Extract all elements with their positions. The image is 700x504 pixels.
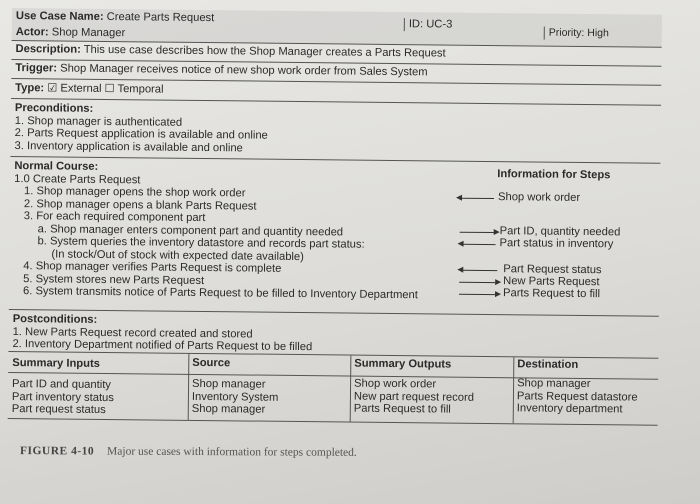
info-item: Parts Request to fill	[502, 287, 601, 301]
info-item: Part Request status	[503, 263, 602, 277]
normal-course-steps	[13, 160, 454, 302]
summary-outputs-header: Summary Outputs	[354, 357, 452, 371]
info-item: Part status in inventory	[499, 237, 614, 251]
source-item: Shop manager	[191, 402, 266, 416]
preconditions-band	[10, 98, 661, 163]
step: 1. Shop manager opens the shop work order	[24, 185, 246, 200]
source-item: Shop manager	[192, 377, 266, 391]
arrow-right-line	[459, 282, 495, 283]
trigger-value: Shop Manager receives notice of new shop work order from Sales System	[60, 62, 428, 79]
step: b. System queries the inventory datastore and records part status:	[37, 235, 365, 251]
description-label: Description:	[15, 43, 81, 56]
sources-list	[192, 378, 279, 416]
precondition-item: 2. Parts Request application is available and online	[14, 127, 268, 142]
summary-input: Part request status	[11, 403, 106, 417]
step: 4. Shop manager verifies Parts Request is complete	[23, 260, 282, 275]
preconditions-label: Preconditions:	[14, 102, 94, 115]
precondition-item: 1. Shop manager is authenticated	[14, 114, 183, 129]
temporal-checkbox: ☐	[104, 82, 115, 96]
summary-output: Parts Request to fill	[353, 402, 451, 416]
normal-course-title: 1.0 Create Parts Request	[14, 172, 141, 186]
summary-table	[8, 351, 659, 426]
step: 6. System transmits notice of Parts Request to be filled to Inventory Department	[22, 285, 418, 302]
figure-caption-text: Major use cases with information for steps completed.	[107, 445, 357, 459]
arrow-left-head	[458, 241, 464, 247]
actor-label: Actor:	[15, 26, 49, 39]
priority	[544, 27, 609, 40]
figure-caption	[20, 445, 357, 459]
info-item: Shop work order	[497, 191, 581, 204]
description-value: This use case describes how the Shop Manager creates a Parts Request	[83, 43, 446, 60]
priority-value: High	[587, 27, 609, 40]
summary-input: Part ID and quantity	[11, 378, 112, 392]
destinations-list	[517, 377, 638, 416]
destination-item: Parts Request datastore	[516, 389, 638, 404]
priority-label: Priority:	[548, 26, 585, 39]
step: a. Shop manager enters component part and quantity needed	[37, 222, 344, 238]
source-header: Source	[192, 356, 231, 370]
summary-inputs-header: Summary Inputs	[12, 357, 100, 370]
column-divider	[513, 357, 515, 423]
summary-inputs-list	[12, 378, 114, 417]
arrow-left-head	[456, 195, 462, 201]
use-case-name	[16, 10, 214, 25]
summary-outputs-list	[354, 378, 474, 417]
trigger-label: Trigger:	[15, 62, 58, 75]
step: 2. Shop manager opens a blank Parts Request	[23, 197, 257, 213]
column-divider	[350, 356, 352, 422]
info-item: New Parts Request	[503, 275, 600, 289]
column-divider	[188, 354, 190, 420]
postcondition-item: 2. Inventory Department notified of Parts Request to be filled	[12, 338, 313, 354]
normal-course-band	[9, 156, 661, 316]
arrow-right-head	[494, 229, 500, 235]
temporal-label: Temporal	[117, 83, 164, 96]
use-case-name-label: Use Case Name:	[15, 10, 104, 23]
source-item: Inventory System	[191, 390, 279, 404]
summary-output: New part request record	[353, 390, 475, 404]
arrow-left-line	[460, 198, 494, 199]
external-label: External	[60, 82, 102, 95]
type-label: Type:	[15, 82, 45, 95]
id-label: ID:	[408, 18, 424, 31]
actor-value: Shop Manager	[51, 26, 126, 40]
postcondition-item: 1. New Parts Request record created and stored	[12, 325, 253, 341]
use-case-form	[8, 8, 662, 426]
destination-item: Shop manager	[517, 377, 591, 391]
arrow-right-head	[495, 291, 501, 297]
arrow-left-line	[462, 244, 496, 245]
info-header: Information for Steps	[497, 168, 611, 182]
actor	[16, 26, 126, 40]
arrow-right-head	[495, 279, 501, 285]
external-checkbox: ☑	[47, 82, 58, 95]
destination-item: Inventory department	[516, 402, 623, 416]
arrow-right-line	[460, 232, 494, 233]
destination-header: Destination	[517, 358, 579, 371]
use-case-name-value: Create Parts Request	[106, 10, 215, 25]
postconditions-band	[8, 309, 658, 358]
normal-course-label: Normal Course:	[14, 160, 99, 173]
arrow-left-line	[461, 270, 497, 271]
precondition-item: 3. Inventory application is available and online	[14, 139, 243, 154]
id-value: UC-3	[426, 18, 453, 31]
step-note: (In stock/Out of stock with expected date available)	[51, 247, 304, 263]
summary-input: Part inventory status	[11, 390, 114, 404]
summary-output: Shop work order	[354, 377, 437, 391]
postconditions-label: Postconditions:	[12, 313, 98, 326]
arrow-left-head	[457, 267, 463, 273]
use-case-id	[404, 18, 453, 31]
info-item: Part ID, quantity needed	[499, 225, 621, 239]
step: 3. For each required component part	[23, 210, 206, 225]
figure-number: FIGURE 4-10	[19, 445, 95, 458]
step: 5. System stores new Parts Request	[23, 272, 205, 287]
arrow-right-line	[459, 294, 495, 295]
